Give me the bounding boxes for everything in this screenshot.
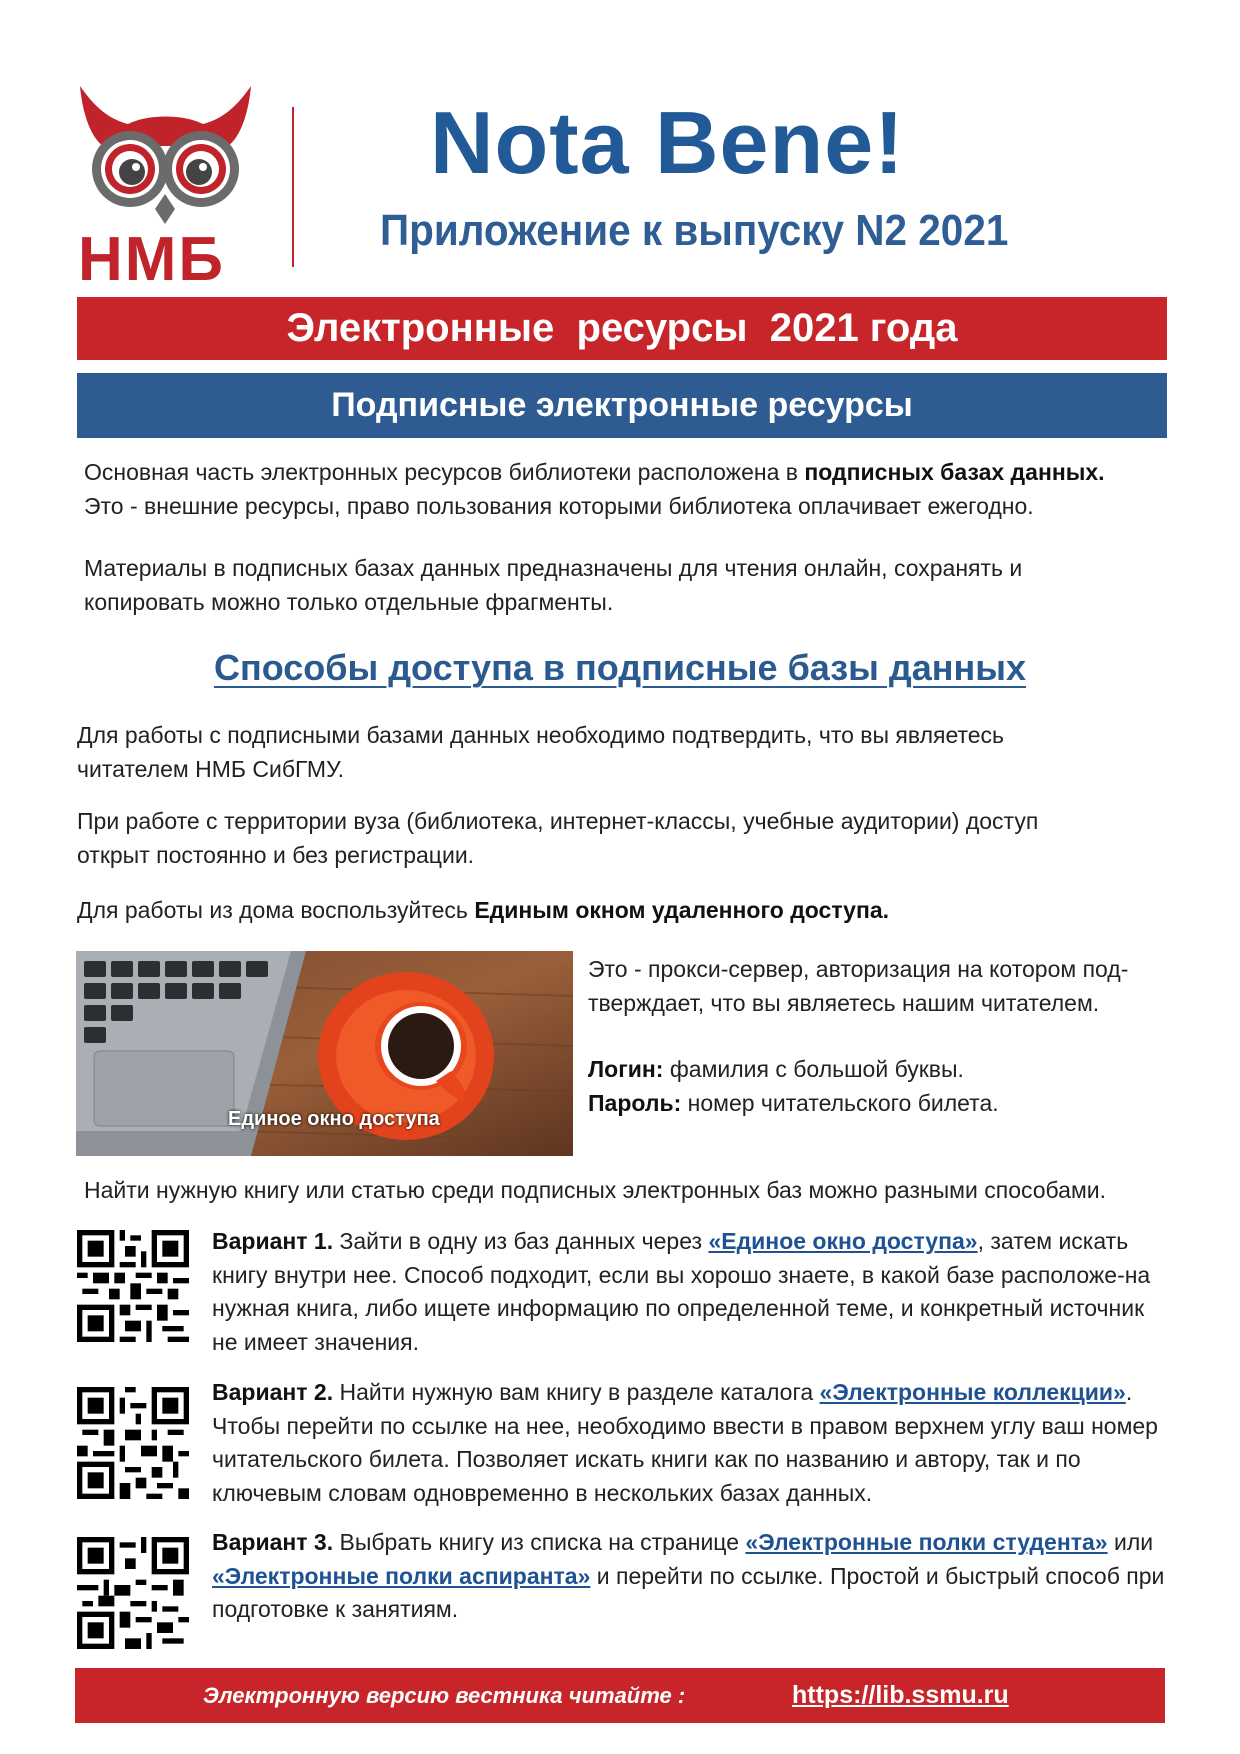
image-caption: Единое окно доступа (228, 1108, 440, 1130)
variant-1-text-continued: , затем искать книгу внутри нее. Способ подходит, если вы хорошо знаете, в какой базе расположе-на нужная книга, либо ищете информацию по определенной теме, и конкретный источник не имеет значения. (212, 1228, 1151, 1355)
variant-1-text: Зайти в одну из баз данных через (333, 1228, 709, 1254)
proxy-description (588, 952, 1128, 1120)
intro-text-line3: Материалы в подписных базах данных предназначены для чтения онлайн, сохранять и (84, 555, 1023, 581)
password-label: Пароль: (588, 1090, 682, 1116)
qr-code-variant-2[interactable] (77, 1387, 189, 1499)
variant-3 (212, 1526, 1172, 1627)
access-paragraph-2 (77, 804, 1038, 872)
access-heading: Способы доступа в подписные базы данных (213, 647, 1027, 688)
header-divider (292, 107, 294, 267)
link-student-shelves[interactable]: «Электронные полки студента» (745, 1529, 1108, 1555)
access-text-line1: Для работы с подписными базами данных необходимо подтвердить, что вы являетесь (77, 722, 1005, 748)
variant-1-label: Вариант 1. (212, 1228, 334, 1254)
footer-text: Электронную версию вестника читайте : (203, 1683, 686, 1708)
password-value: номер читательского билета. (681, 1090, 999, 1116)
intro-bold-text: подписных базах данных. (804, 459, 1105, 485)
qr-code-variant-3[interactable] (77, 1537, 189, 1649)
intro-paragraph-1 (84, 455, 1105, 523)
access-paragraph-1 (77, 718, 1004, 786)
intro-text-line4: копировать можно только отдельные фрагменты. (84, 589, 614, 615)
section-banner-blue: Подписные электронные ресурсы (77, 373, 1167, 438)
proxy-text-line1: Это - прокси-сервер, авторизация на котором под- (588, 956, 1129, 982)
find-text: Найти нужную книгу или статью среди подписных электронных баз можно разными способами. (84, 1177, 1107, 1203)
proxy-text-line2: тверждает, что вы являетесь нашим читателем. (588, 990, 1100, 1016)
access-window-image[interactable] (76, 951, 573, 1156)
footer-banner (75, 1668, 1165, 1723)
link-postgraduate-shelves[interactable]: «Электронные полки аспиранта» (212, 1562, 591, 1589)
variant-3-text: Выбрать книгу из списка на странице (333, 1529, 746, 1555)
variant-3-text-continued: и перейти по ссылке. Простой и быстрый способ при подготовке к занятиям. (212, 1562, 1165, 1622)
logo-text: НМБ (78, 225, 225, 294)
login-label: Логин: (588, 1056, 664, 1082)
access-text-line4: открыт постоянно и без регистрации. (77, 842, 475, 868)
page-subtitle: Приложение к выпуску N2 2021 (380, 206, 1009, 255)
access-bold-text: Единым окном удаленного доступа. (474, 897, 890, 923)
variant-3-label: Вариант 3. (212, 1529, 334, 1555)
link-unified-access-window[interactable]: «Единое окно доступа» (708, 1228, 978, 1254)
link-electronic-collections[interactable]: «Электронные коллекции» (819, 1379, 1126, 1405)
intro-paragraph-2 (84, 551, 1022, 619)
intro-text-line2: Это - внешние ресурсы, право пользования которыми библиотека оплачивает ежегодно. (84, 493, 1034, 519)
qr-code-variant-1[interactable] (77, 1230, 189, 1342)
variant-2-text-continued: . Чтобы перейти по ссылке на нее, необходимо ввести в правом верхнем углу ваш номер читательского билета. Позволяет искать книги как по названию и автору, так и по ключевым словам одновременно в нескольких базах данных. (212, 1379, 1158, 1506)
access-text-line2: читателем НМБ СибГМУ. (77, 756, 345, 782)
access-text-line5: Для работы из дома воспользуйтесь (77, 897, 475, 923)
access-text-line3: При работе с территории вуза (библиотека, интернет-классы, учебные аудитории) доступ (77, 808, 1039, 834)
library-logo (78, 84, 253, 294)
page-title: Nota Bene! (430, 93, 905, 192)
login-value: фамилия с большой буквы. (663, 1056, 964, 1082)
variant-2 (212, 1376, 1172, 1510)
variant-1 (212, 1225, 1172, 1359)
section-banner-red: Электронные ресурсы 2021 года (77, 297, 1167, 360)
footer-url-link[interactable]: https://lib.ssmu.ru (792, 1681, 1009, 1709)
variant-2-label: Вариант 2. (212, 1379, 334, 1405)
intro-text: Основная часть электронных ресурсов библиотеки расположена в (84, 459, 805, 485)
access-paragraph-3 (77, 893, 889, 927)
variant-2-text: Найти нужную вам книгу в разделе каталога (333, 1379, 820, 1405)
variant-3-text-or: или (1107, 1529, 1154, 1555)
